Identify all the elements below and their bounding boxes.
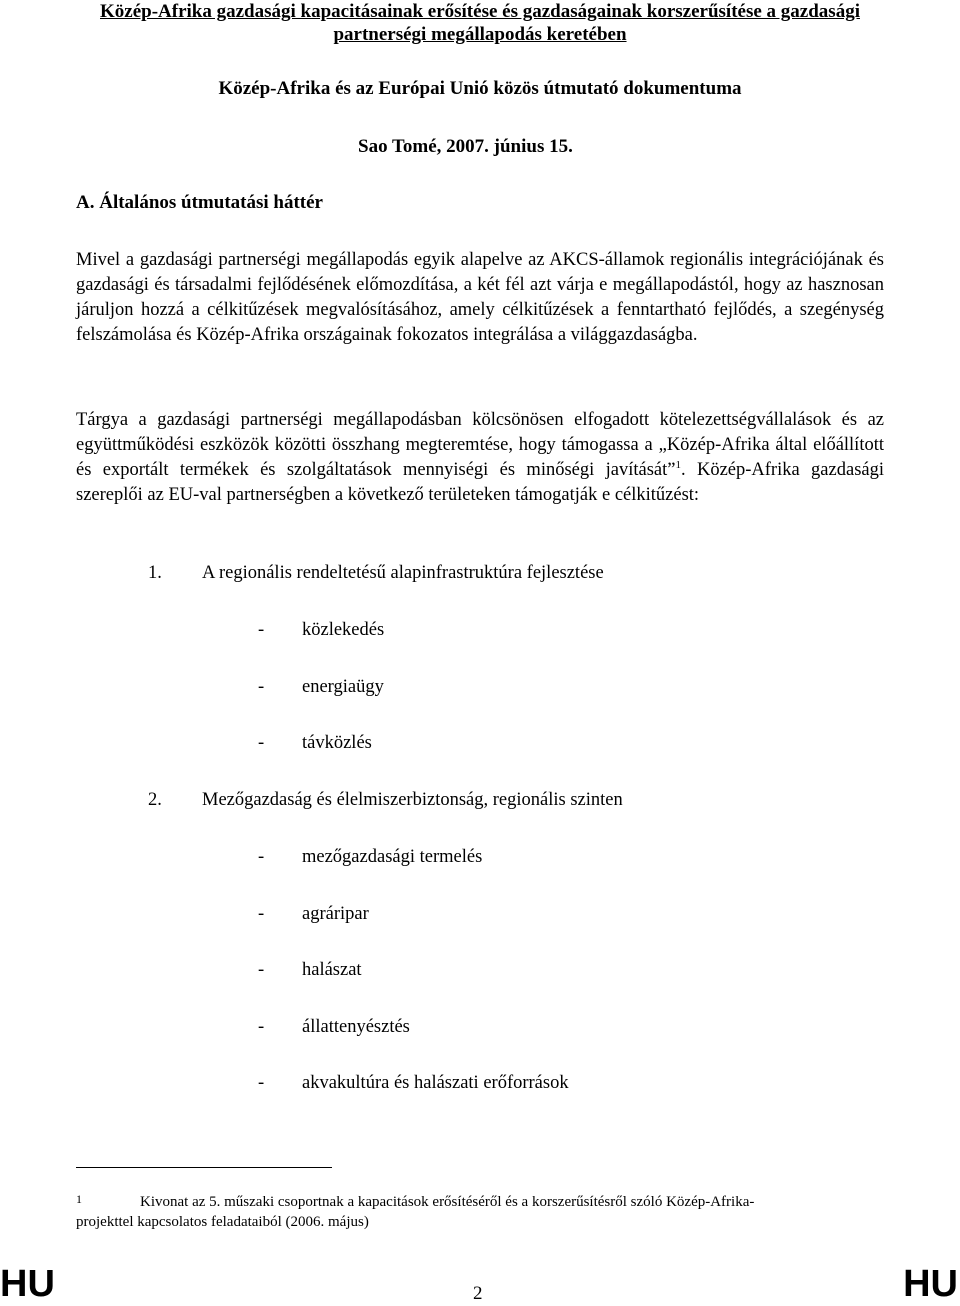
document-subtitle: Közép-Afrika és az Európai Unió közös útmutató dokumentuma [218, 78, 742, 99]
list-number: 2. [148, 790, 162, 810]
list-dash: - [258, 1017, 265, 1037]
list-dash: - [258, 1073, 265, 1093]
footnote-separator [76, 1167, 332, 1168]
footnote-text-line-2: projekttel kapcsolatos feladataiból (2006. május) [76, 1214, 369, 1230]
list-dash: - [258, 904, 265, 924]
footnote-number: 1 [76, 1192, 82, 1206]
footnote-text-line-1: Kivonat az 5. műszaki csoportnak a kapacitások erősítéséről és a korszerűsítésről szóló Közép-Afrika- [140, 1194, 755, 1210]
page-number: 2 [473, 1283, 483, 1304]
document-title: Közép-Afrika gazdasági kapacitásainak erősítése és gazdaságainak korszerűsítése a gazdasági partnerségi megállapodás keretében [100, 1, 860, 45]
list-item: állattenyésztés [302, 1017, 410, 1037]
list-item: közlekedés [302, 620, 385, 640]
paragraph-2 [76, 408, 884, 508]
list-heading: A regionális rendeltetésű alapinfrastruktúra fejlesztése [202, 563, 604, 583]
list-item: halászat [302, 960, 362, 980]
paragraph-2-text: Tárgya a gazdasági partnerségi megállapodásban kölcsönösen elfogadott kötelezettségvállalások és az együttműködési eszközök közötti összhang megteremtése, hogy támogassa a „Közép-Afrika által előállított és exportált termékek és szolgáltatások mennyiségi és minőségi javítását” [76, 410, 884, 480]
list-item: mezőgazdasági termelés [302, 847, 483, 867]
list-item: energiaügy [302, 677, 384, 697]
section-heading: A. Általános útmutatási háttér [76, 192, 323, 213]
list-heading: Mezőgazdaság és élelmiszerbiztonság, regionális szinten [202, 790, 623, 810]
list-number: 1. [148, 563, 162, 583]
list-item: távközlés [302, 733, 372, 753]
list-dash: - [258, 960, 265, 980]
language-code-left: HU [0, 1263, 55, 1305]
list-dash: - [258, 847, 265, 867]
list-dash: - [258, 677, 265, 697]
paragraph-1: Mivel a gazdasági partnerségi megállapodás egyik alapelve az AKCS-államok regionális integrációjának és gazdasági és társadalmi fejlődésének előmozdítása, a két fél azt várja e megállapodástól, hogy az hasznosan járuljon hozzá a célkitűzések megvalósításához, amely célkitűzések a fenntartható fejlődés, a szegénység felszámolása és Közép-Afrika országainak fokozatos integrálása a világgazdaságba. [76, 250, 884, 345]
list-item: akvakultúra és halászati erőforrások [302, 1073, 569, 1093]
list-dash: - [258, 620, 265, 640]
paragraph-2-text-cont: . Közép-Afrika gazdasági szereplői az EU-val partnerségben a következő területeken támogatják e célkitűzést: [76, 460, 884, 505]
list-dash: - [258, 733, 265, 753]
list-item: agráripar [302, 904, 369, 924]
language-code-right: HU [903, 1263, 958, 1305]
footnote-reference: 1 [675, 458, 681, 471]
place-date: Sao Tomé, 2007. június 15. [358, 136, 573, 157]
